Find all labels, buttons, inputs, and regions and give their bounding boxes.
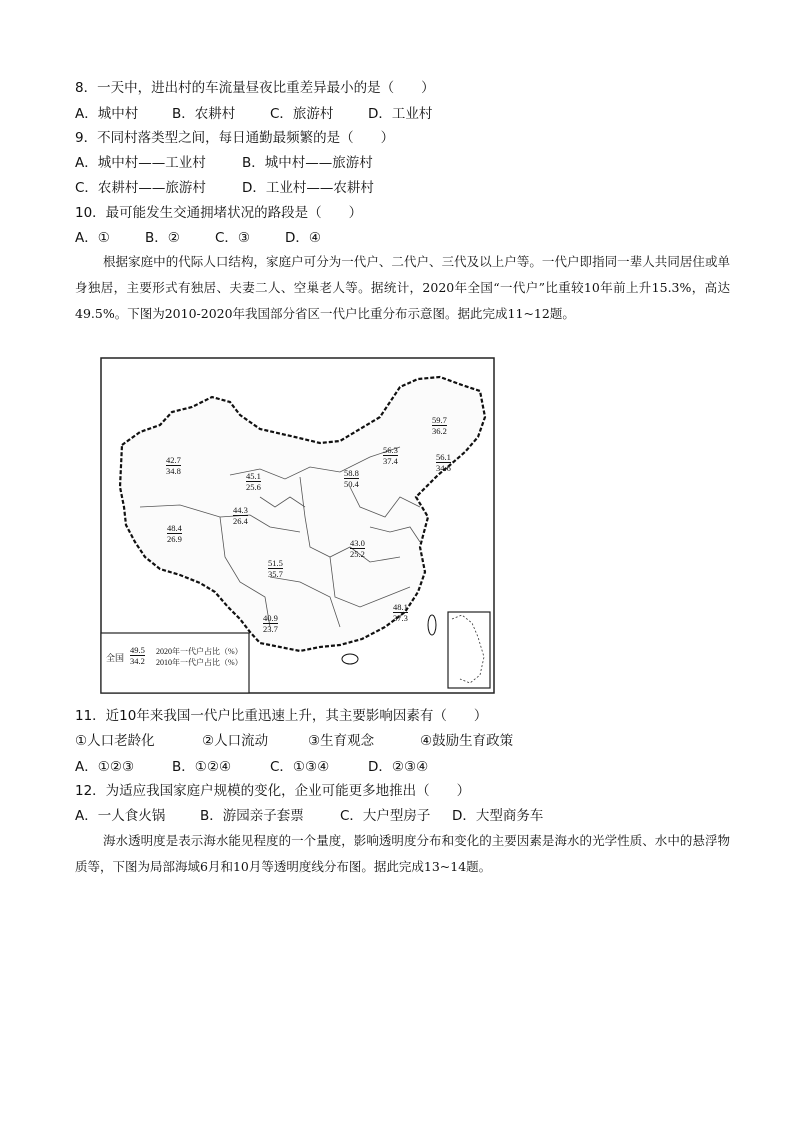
question-9-option-a: A．城中村——工业村	[75, 155, 206, 171]
question-12-option-b: B．游园亲子套票	[200, 808, 304, 824]
map-label-yunnan: 40.9 23.7	[263, 613, 278, 634]
question-11-stem: 11．近10年来我国一代户比重迅速上升，其主要影响因素有（ ）	[75, 708, 488, 724]
legend-desc-2020: 2020年一代户占比（%）	[156, 647, 243, 656]
question-8-option-c: C．旅游村	[270, 106, 334, 122]
question-8-option-d: D．工业村	[368, 106, 433, 122]
map-label-inner-mongolia: 56.3 37.4	[383, 445, 398, 466]
question-11-option-d: D．②③④	[368, 759, 429, 775]
map-label-heilongjiang: 59.7 36.2	[432, 415, 447, 436]
question-10-option-b: B．②	[145, 230, 180, 246]
map-label-jilin: 56.1 34.6	[436, 452, 451, 473]
question-12-option-c: C．大户型房子	[340, 808, 431, 824]
map-label-zhejiang: 48.1 37.3	[393, 602, 408, 623]
question-12-option-d: D．大型商务车	[452, 808, 544, 824]
question-11-factor-4: ④鼓励生育政策	[420, 733, 514, 749]
question-12-stem: 12．为适应我国家庭户规模的变化，企业可能更多地推出（ ）	[75, 783, 471, 799]
question-11-factor-1: ①人口老龄化	[75, 733, 155, 749]
map-labels-layer	[100, 357, 495, 694]
question-11-option-a: A．①②③	[75, 759, 135, 775]
map-label-sichuan: 51.5 35.7	[268, 558, 283, 579]
question-10-option-c: C．③	[215, 230, 251, 246]
question-10-stem: 10．最可能发生交通拥堵状况的路段是（ ）	[75, 205, 363, 221]
legend-desc-2010: 2010年一代户占比（%）	[156, 658, 243, 667]
question-9-option-c: C．农耕村——旅游村	[75, 180, 206, 196]
question-8-option-b: B．农耕村	[172, 106, 236, 122]
question-10-option-d: D．④	[285, 230, 321, 246]
question-8-option-a: A．城中村	[75, 106, 139, 122]
question-11-option-b: B．①②④	[172, 759, 232, 775]
map-label-xinjiang: 42.7 34.8	[166, 455, 181, 476]
question-11-factor-3: ③生育观念	[308, 733, 375, 749]
map-label-henan: 43.0 25.2	[350, 538, 365, 559]
question-11-option-c: C．①③④	[270, 759, 330, 775]
map-label-tibet: 48.4 26.9	[167, 523, 182, 544]
question-9-option-b: B．城中村——旅游村	[242, 155, 373, 171]
question-12-option-a: A．一人食火锅	[75, 808, 166, 824]
legend-values: 49.5 34.2	[130, 645, 145, 666]
question-11-factor-2: ②人口流动	[202, 733, 269, 749]
passage-family-households: 根据家庭中的代际人口结构，家庭户可分为一代户、二代户、三代及以上户等。一代户即指同一辈人共同居住或单身独居，主要形式有独居、夫妻二人、空巢老人等。据统计，2020年全国“一代户”比重较10年前上升15.3%，高达49.5%。下图为2010-2020年我国部分省区一代户比重分布示意图。据此完成11~12题。	[75, 254, 730, 321]
map-label-beijing: 58.8 50.4	[344, 468, 359, 489]
question-9-stem: 9．不同村落类型之间，每日通勤最频繁的是（ ）	[75, 130, 395, 146]
question-8-stem: 8．一天中，进出村的车流量昼夜比重差异最小的是（ ）	[75, 80, 435, 96]
question-9-option-d: D．工业村——农耕村	[242, 180, 374, 196]
legend-region: 全国	[106, 653, 125, 663]
question-10-option-a: A．①	[75, 230, 110, 246]
map-label-qinghai: 44.3 26.4	[233, 505, 248, 526]
map-label-gansu: 45.1 25.6	[246, 471, 261, 492]
passage-sea-transparency: 海水透明度是表示海水能见程度的一个量度，影响透明度分布和变化的主要因素是海水的光学性质、水中的悬浮物质等，下图为局部海域6月和10月等透明度线分布图。据此完成13~14题。	[75, 833, 730, 874]
